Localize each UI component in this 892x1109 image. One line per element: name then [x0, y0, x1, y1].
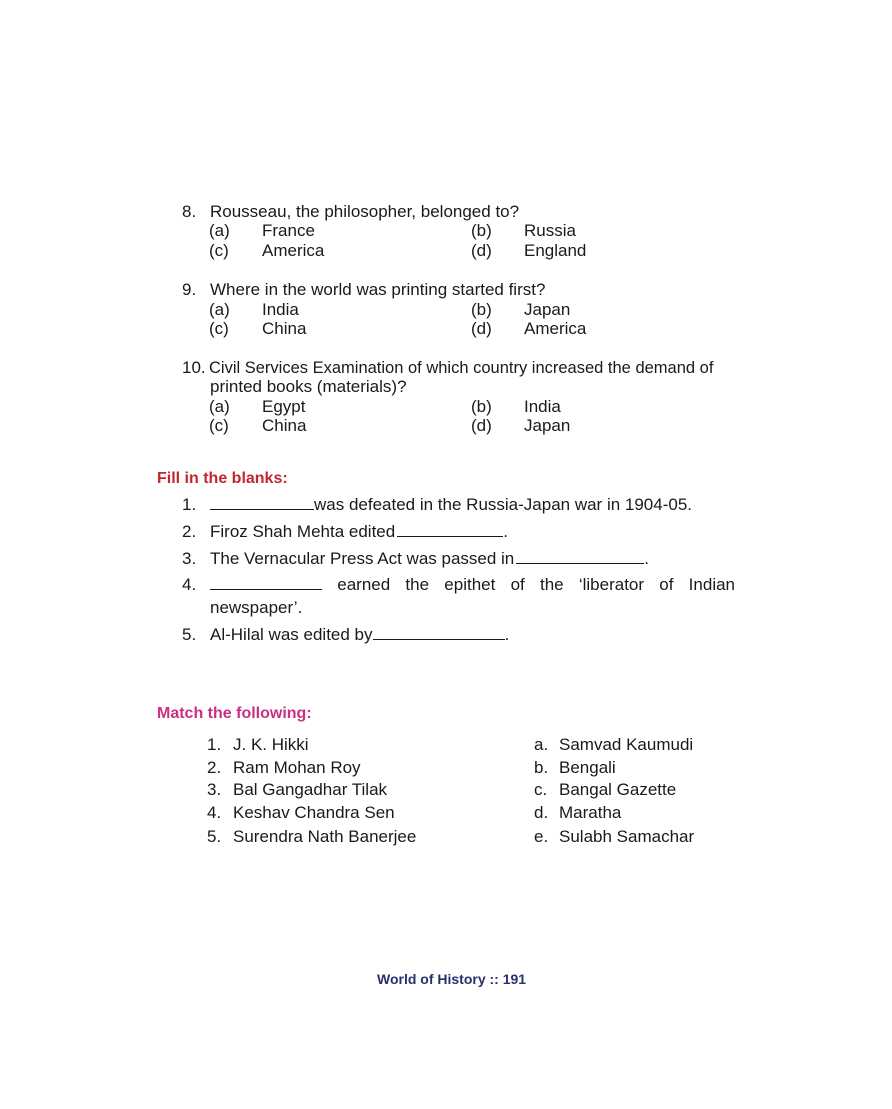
- blank-number: 2.: [182, 522, 197, 541]
- option-letter: (c): [209, 319, 229, 338]
- blank-item: [210, 549, 649, 569]
- blank-item: [210, 575, 735, 595]
- option-letter: (a): [209, 397, 230, 416]
- option-text: India: [524, 397, 561, 416]
- answer-blank[interactable]: [210, 575, 322, 590]
- option-text: America: [262, 241, 325, 260]
- option-letter: (a): [209, 221, 230, 240]
- section-heading: Match the following:: [157, 705, 312, 722]
- match-left-item: J. K. Hikki: [233, 735, 309, 754]
- blank-item: [210, 522, 508, 542]
- blank-punctuation: .: [644, 549, 649, 568]
- blank-punctuation: .: [503, 522, 508, 541]
- option-text: America: [524, 319, 587, 338]
- option-letter: (c): [209, 416, 229, 435]
- match-left-number: 5.: [207, 827, 222, 846]
- blank-text: Firoz Shah Mehta edited: [210, 522, 396, 541]
- option-text: India: [262, 300, 299, 319]
- question-number: 9.: [182, 280, 197, 299]
- match-left-number: 1.: [207, 735, 222, 754]
- answer-blank[interactable]: [516, 549, 644, 564]
- blank-item: [210, 625, 509, 645]
- option-text: China: [262, 319, 307, 338]
- option-text: Japan: [524, 300, 571, 319]
- match-left-number: 2.: [207, 758, 222, 777]
- option-text: Japan: [524, 416, 571, 435]
- option-text: France: [262, 221, 315, 240]
- option-text: England: [524, 241, 587, 260]
- option-letter: (b): [471, 300, 492, 319]
- match-right-item: Sulabh Samachar: [559, 827, 695, 846]
- match-right-letter: e.: [534, 827, 549, 846]
- option-letter: (d): [471, 319, 492, 338]
- match-right-item: Maratha: [559, 803, 622, 822]
- option-text: Egypt: [262, 397, 306, 416]
- question-number: 8.: [182, 202, 197, 221]
- option-text: Russia: [524, 221, 576, 240]
- match-left-item: Bal Gangadhar Tilak: [233, 780, 388, 799]
- match-right-item: Bangal Gazette: [559, 780, 677, 799]
- blank-text: was defeated in the Russia-Japan war in 1904-05.: [314, 495, 693, 514]
- option-letter: (d): [471, 416, 492, 435]
- blank-punctuation: .: [504, 625, 510, 644]
- blank-number: 3.: [182, 549, 197, 568]
- option-letter: (c): [209, 241, 229, 260]
- match-left-number: 4.: [207, 803, 222, 822]
- blank-number: 4.: [182, 575, 197, 594]
- page-footer: World of History :: 191: [377, 971, 527, 987]
- blank-number: 5.: [182, 625, 197, 644]
- blank-item: [210, 495, 692, 515]
- blank-text: Al-Hilal was edited by: [210, 625, 373, 644]
- option-letter: (a): [209, 300, 230, 319]
- section-heading: Fill in the blanks:: [157, 470, 288, 487]
- answer-blank[interactable]: [373, 625, 505, 640]
- match-right-letter: c.: [534, 780, 548, 799]
- option-text: China: [262, 416, 307, 435]
- match-right-letter: b.: [534, 758, 549, 777]
- match-right-letter: d.: [534, 803, 549, 822]
- question-text: Rousseau, the philosopher, belonged to?: [210, 202, 520, 221]
- match-right-letter: a.: [534, 735, 549, 754]
- answer-blank[interactable]: [397, 522, 503, 537]
- answer-blank[interactable]: [210, 495, 314, 510]
- match-left-item: Surendra Nath Banerjee: [233, 827, 417, 846]
- match-right-item: Bengali: [559, 758, 616, 777]
- question-number: 10.: [182, 358, 206, 377]
- match-right-item: Samvad Kaumudi: [559, 735, 694, 754]
- option-letter: (d): [471, 241, 492, 260]
- blank-number: 1.: [182, 495, 197, 514]
- question-text: Civil Services Examination of which country increased the demand of: [209, 359, 714, 377]
- match-left-item: Keshav Chandra Sen: [233, 803, 395, 822]
- option-letter: (b): [471, 221, 492, 240]
- blank-text: earned the epithet of the ‘liberator of Indian: [337, 575, 736, 594]
- match-left-item: Ram Mohan Roy: [233, 758, 361, 777]
- blank-text: The Vernacular Press Act was passed in: [210, 549, 515, 568]
- blank-text-continued: newspaper’.: [210, 598, 303, 617]
- question-text-continued: printed books (materials)?: [210, 377, 407, 396]
- option-letter: (b): [471, 397, 492, 416]
- match-left-number: 3.: [207, 780, 222, 799]
- question-text: Where in the world was printing started first?: [210, 280, 546, 299]
